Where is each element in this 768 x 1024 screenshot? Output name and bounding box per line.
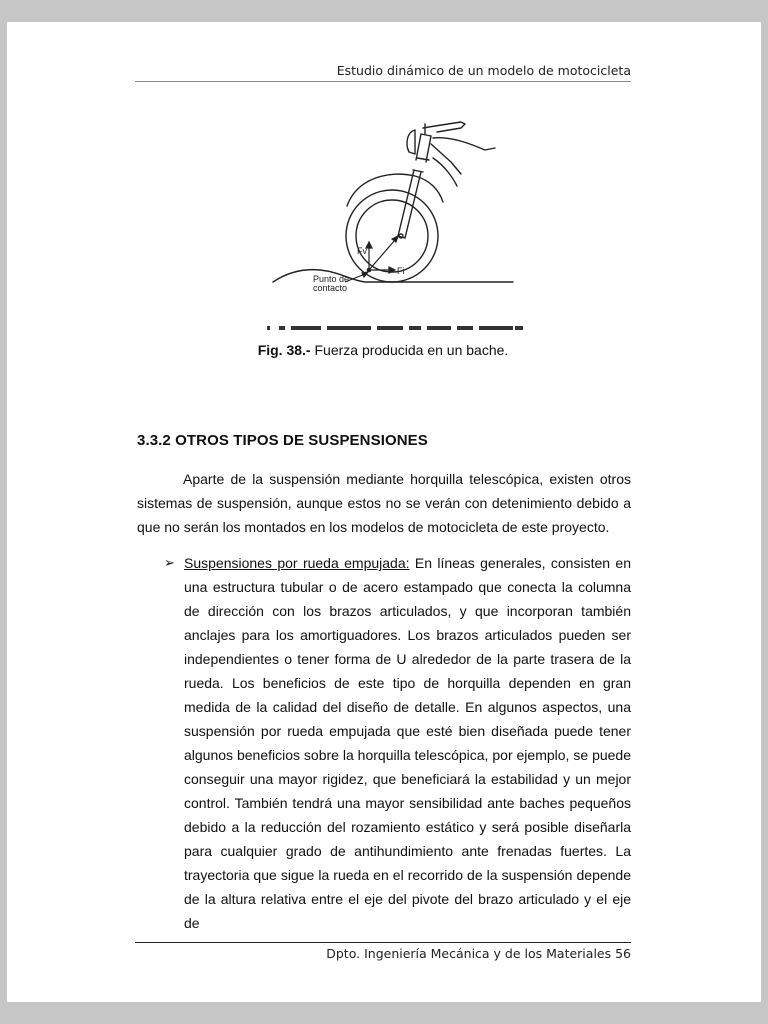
caption-text: Fuerza producida en un bache. [310,342,509,358]
contact-label-line1: Punto de [313,274,350,284]
figure-motorcycle-bump [265,114,525,332]
bullet-text [184,551,631,935]
bullet-term: Suspensiones por rueda empujada: [184,555,410,571]
figure-caption [135,342,631,358]
bullet-body: En líneas generales, consisten en una estructura tubular o de acero estampado que conecta la columna de dirección con los brazos articulados, y que incorporan también anclajes para los amortiguadores. Los brazos articulados pueden ser independientes o tener forma de U alrededor de la parte trasera de la rueda. Los beneficios de este tipo de horquilla dependen en gran medida de la calidad del diseño de detalle. En algunos aspectos, una suspensión por rueda empujada que esté bien diseñada puede tener algunos beneficios sobre la horquilla telescópica, por ejemplo, se puede conseguir una mayor rigidez, que beneficiará la estabilidad y un mejor control. También tendrá una mayor sensibilidad ante baches pequeños debido a la reducción del rozamiento estático y será posible diseñarla para cualquier grado de antihundimiento ante frenadas fuertes. La trayectoria que sigue la rueda en el recorrido de la suspensión depende de la altura relativa entre el eje del pivote del brazo articulado y el eje de [184,555,631,931]
bullet-item [137,551,631,935]
caption-label: Fig. 38.- [257,342,311,358]
motorcycle-wheel-diagram [265,114,525,332]
headlight [407,130,415,154]
contact-label-line2: contacto [313,283,348,293]
fv-label: Fv [357,246,367,256]
fi-label: Fi [397,266,405,276]
handlebar [423,122,465,132]
document-page [7,22,761,1002]
arrow-bullet-icon: ➢ [164,555,175,570]
cropped-scan-text [265,326,523,330]
wheel-rim [356,200,428,272]
intro-paragraph: Aparte de la suspensión mediante horquilla telescópica, existen otros sistemas de suspensión, aunque estos no se verán con detenimiento debido a que no serán los montados en los modelos de motocicleta de este proyecto. [137,471,631,535]
page-footer: Dpto. Ingeniería Mecánica y de los Materiales 56 [135,942,631,962]
section-heading: 3.3.2 OTROS TIPOS DE SUSPENSIONES [137,432,428,449]
page-header: Estudio dinámico de un modelo de motocicleta [135,62,631,82]
